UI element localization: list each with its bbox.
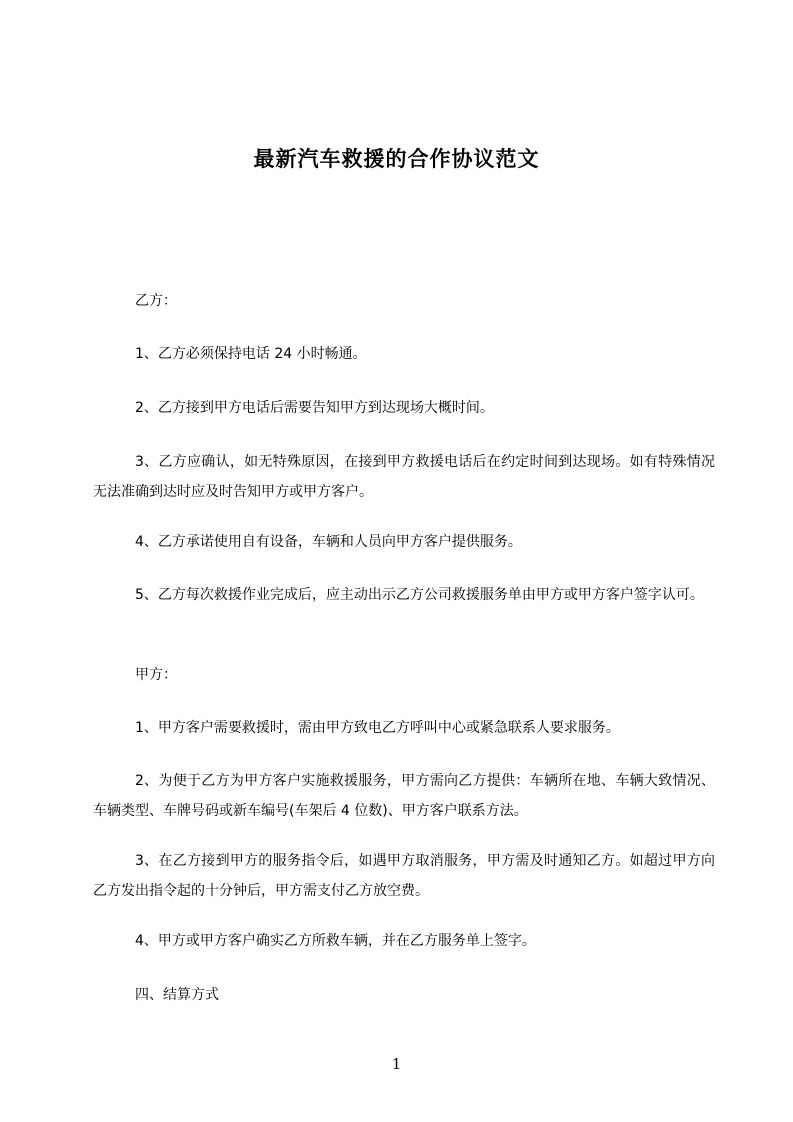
- section-heading-party-a: 甲方：: [135, 667, 177, 683]
- party-a-clause-4: 4、甲方或甲方客户确实乙方所救车辆，并在乙方服务单上签字。: [135, 933, 536, 949]
- party-b-clause-4: 4、乙方承诺使用自有设备，车辆和人员向甲方客户提供服务。: [135, 534, 522, 550]
- section-heading-party-b: 乙方：: [135, 293, 177, 309]
- section-heading-settlement: 四、结算方式: [135, 987, 219, 1003]
- page-number: 1: [391, 1055, 402, 1073]
- party-b-clause-2: 2、乙方接到甲方电话后需要告知甲方到达现场大概时间。: [135, 400, 494, 416]
- party-b-clause-5: 5、乙方每次救援作业完成后，应主动出示乙方公司救援服务单由甲方或甲方客户签字认可。: [135, 587, 704, 603]
- party-b-clause-1: 1、乙方必须保持电话 24 小时畅通。: [135, 346, 367, 362]
- party-a-clause-1: 1、甲方客户需要救援时，需由甲方致电乙方呼叫中心或紧急联系人要求服务。: [135, 720, 620, 736]
- party-b-clause-3: 3、乙方应确认，如无特殊原因，在接到甲方救援电话后在约定时间到达现场。如有特殊情况无法准确到达时应及时告知甲方或甲方客户。: [93, 454, 715, 500]
- party-a-clause-2: 2、为便于乙方为甲方客户实施救援服务，甲方需向乙方提供：车辆所在地、车辆大致情况、车辆类型、车牌号码或新车编号(车架后 4 位数)、甲方客户联系方法。: [93, 773, 715, 819]
- page-title: 最新汽车救援的合作协议范文: [253, 147, 540, 171]
- party-a-clause-3: 3、在乙方接到甲方的服务指令后，如遇甲方取消服务，甲方需及时通知乙方。如超过甲方向乙方发出指令起的十分钟后，甲方需支付乙方放空费。: [93, 853, 715, 899]
